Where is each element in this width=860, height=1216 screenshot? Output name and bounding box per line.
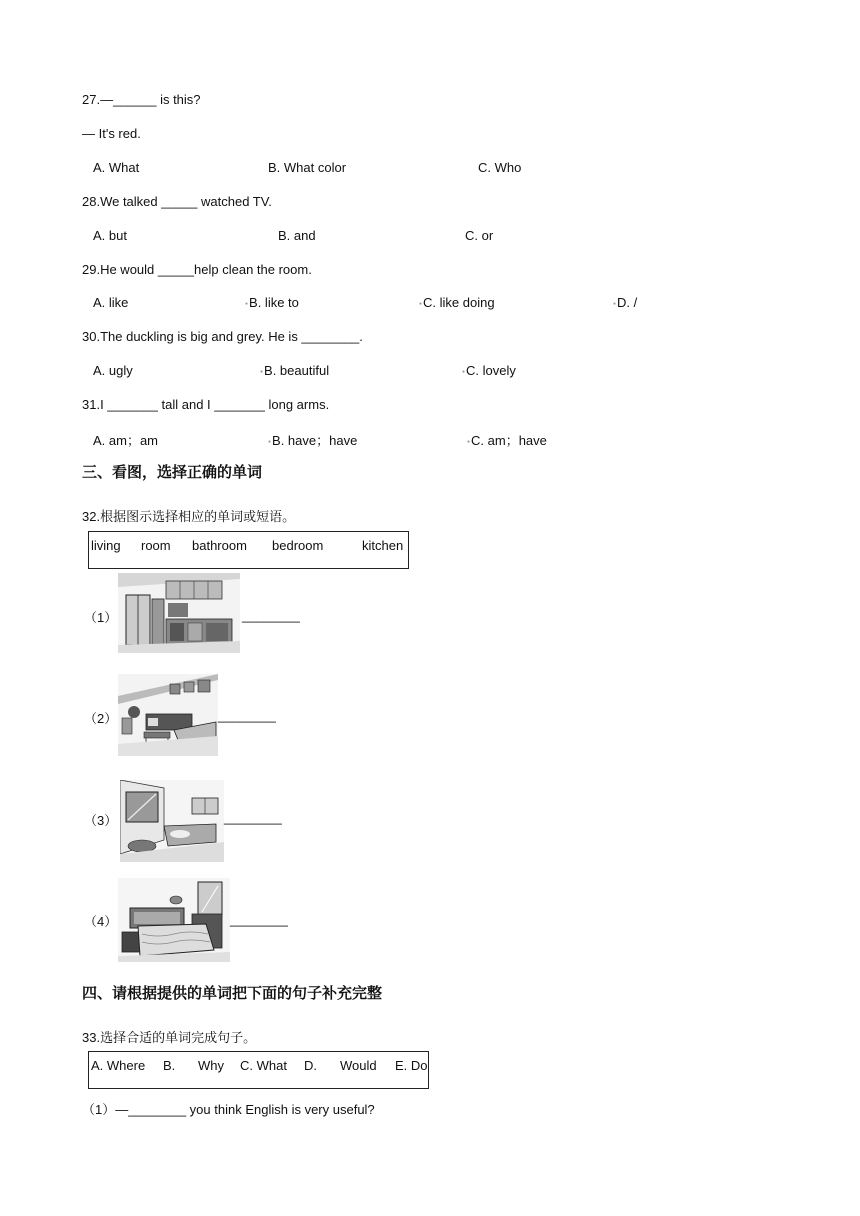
bedroom-image — [118, 878, 230, 962]
q33-word-box — [88, 1051, 429, 1089]
q29-stem: 29.He would _____help clean the room. — [82, 262, 312, 277]
q31-stem: 31.I _______ tall and I _______ long arms. — [82, 397, 330, 412]
word-bedroom: bedroom — [272, 538, 324, 553]
word-kitchen: kitchen — [362, 538, 404, 553]
q28-stem: 28.We talked _____ watched TV. — [82, 194, 272, 209]
word-room: room — [141, 538, 171, 553]
q31-option-a[interactable]: A. am；am — [93, 433, 159, 448]
bathroom-image — [120, 780, 224, 862]
q30-option-b[interactable]: ●B. beautiful — [260, 363, 330, 378]
q28-option-b[interactable]: B. and — [278, 228, 316, 243]
q27-option-a[interactable]: A. What — [93, 160, 140, 175]
section-3-heading: 三、看图，选择正确的单词 — [82, 463, 263, 481]
word-would: Would — [340, 1058, 377, 1073]
word-living: living — [91, 538, 121, 553]
q32-item-4-label: （4） — [84, 914, 118, 929]
q32-stem: 32.根据图示选择相应的单词或短语。 — [82, 509, 296, 524]
bullet-dot-icon: ● — [245, 300, 249, 307]
q33-item-1[interactable]: （1）—________ you think English is very useful? — [82, 1102, 375, 1117]
q30-option-c[interactable]: ●C. lovely — [462, 363, 516, 378]
q31-option-b[interactable]: ●B. have；have — [268, 433, 358, 448]
bullet-dot-icon: ● — [462, 368, 466, 375]
word-do: E. Do — [395, 1058, 428, 1073]
q32-item-4-blank[interactable]: ________ — [230, 912, 288, 927]
bullet-dot-icon: ● — [467, 438, 471, 445]
q29-option-a[interactable]: A. like — [93, 295, 129, 310]
word-bathroom: bathroom — [192, 538, 247, 553]
q27-option-b[interactable]: B. What color — [268, 160, 347, 175]
q28-option-a[interactable]: A. but — [93, 228, 127, 243]
bullet-dot-icon: ● — [613, 300, 617, 307]
kitchen-image — [118, 573, 240, 653]
q32-item-3-blank[interactable]: ________ — [224, 810, 282, 825]
q32-item-2-label: （2） — [84, 711, 118, 726]
living-room-image — [118, 674, 218, 756]
word-b-label: B. — [163, 1058, 176, 1073]
q33-stem: 33.选择合适的单词完成句子。 — [82, 1030, 257, 1045]
q30-stem: 30.The duckling is big and grey. He is ________. — [82, 329, 363, 344]
q32-word-box — [88, 531, 409, 569]
bullet-dot-icon: ● — [419, 300, 423, 307]
section-4-heading: 四、请根据提供的单词把下面的句子补充完整 — [82, 984, 383, 1002]
word-d-label: D. — [304, 1058, 317, 1073]
q29-option-b[interactable]: ●B. like to — [245, 295, 299, 310]
q32-item-1-label: （1） — [84, 610, 118, 625]
q27-option-c[interactable]: C. Who — [478, 160, 522, 175]
q28-option-c[interactable]: C. or — [465, 228, 494, 243]
word-why: Why — [198, 1058, 224, 1073]
q32-item-2-blank[interactable]: ________ — [218, 708, 276, 723]
q32-item-3-label: （3） — [84, 813, 118, 828]
bullet-dot-icon: ● — [268, 438, 272, 445]
q32-item-1-blank[interactable]: ________ — [242, 608, 300, 623]
q30-option-a[interactable]: A. ugly — [93, 363, 133, 378]
bullet-dot-icon: ● — [260, 368, 264, 375]
word-what: C. What — [240, 1058, 287, 1073]
q27-stem: 27.—______ is this? — [82, 92, 201, 107]
q29-option-d[interactable]: ●D. / — [613, 295, 638, 310]
q29-option-c[interactable]: ●C. like doing — [419, 295, 495, 310]
q31-option-c[interactable]: ●C. am；have — [467, 433, 547, 448]
q27-reply: — It's red. — [82, 126, 141, 141]
word-where: A. Where — [91, 1058, 146, 1073]
